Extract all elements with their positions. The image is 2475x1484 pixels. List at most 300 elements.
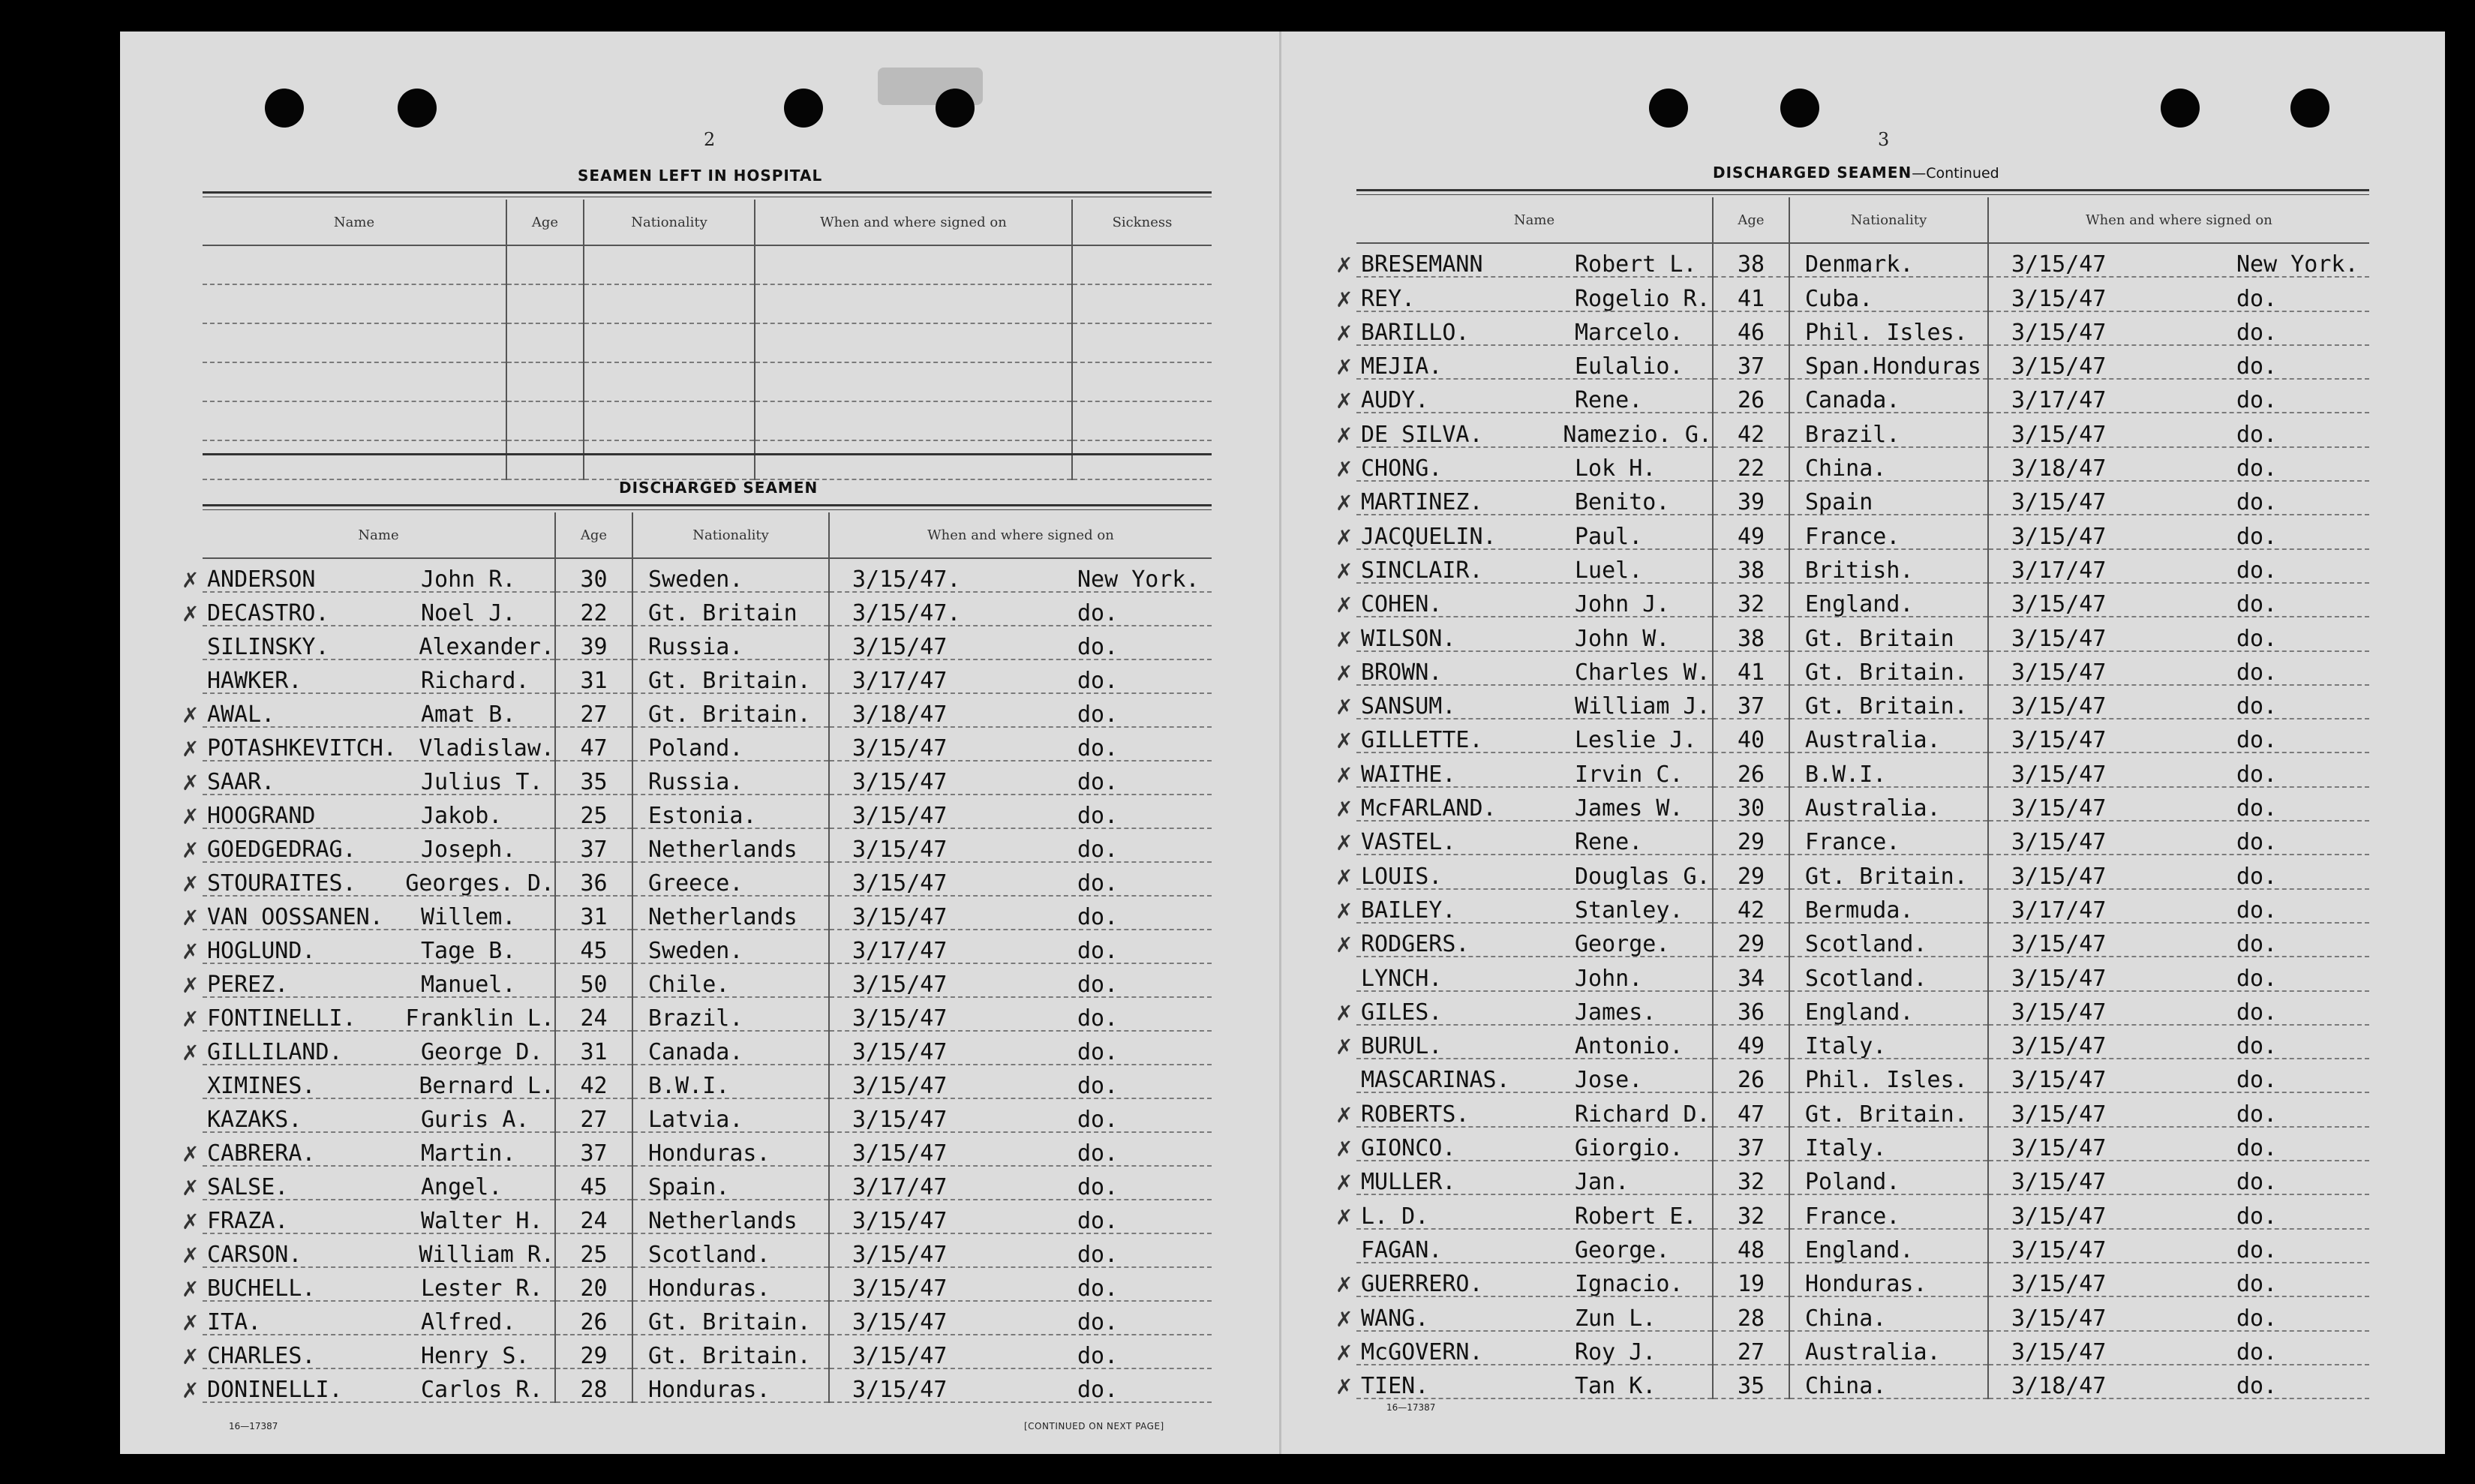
age-cell: 45 [555,930,632,963]
given-name: Antonio. [1575,1033,1684,1060]
column-header: Nationality [632,512,829,558]
check-mark: ✗ [182,906,200,930]
name-cell [182,1368,555,1403]
name-cell [1356,957,1713,990]
name-wrap [182,1140,554,1167]
given-name: Guris A. [421,1107,530,1133]
signed-place: do. [2236,1271,2278,1298]
nationality-cell: British. [1789,549,1988,583]
name-wrap [182,1039,554,1065]
signed-date: 3/15/47 [2011,931,2107,958]
given-name: Robert E. [1575,1203,1697,1230]
signed-date: 3/15/47 [2011,523,2107,550]
surname: AUDY. [1361,387,1429,414]
signed-date: 3/15/47 [2011,1067,2107,1094]
name-cell [182,963,555,998]
surname: SALSE. [207,1174,289,1200]
surname: POTASHKEVITCH. [207,735,397,762]
given-name: Eulalio. [1575,353,1684,380]
signed-on-cell [829,693,1212,727]
table-row [1356,481,2369,515]
given-name: John W. [1575,625,1670,652]
signed-place: do. [1077,1275,1119,1302]
check-mark: ✗ [1335,864,1353,890]
signed-place: do. [1077,870,1119,897]
signed-on-cell [829,896,1212,930]
surname: VASTEL. [1361,829,1456,856]
signed-date: 3/15/47 [852,1309,948,1335]
name-wrap [182,1377,554,1403]
name-cell [1335,821,1713,856]
table-row [1356,1194,2369,1228]
signed-on-cell [829,1301,1212,1335]
age-cell: 30 [1713,787,1789,821]
name-cell [203,659,555,693]
name-cell [182,1233,555,1268]
table-row [1356,1161,2369,1194]
name-cell [182,1267,555,1302]
given-name: Manuel. [421,972,516,998]
empty-row [203,440,1212,479]
given-name: Zun L. [1575,1305,1657,1332]
signed-date: 3/15/47 [852,735,948,762]
table-row [203,558,1212,592]
nationality-cell: Italy. [1789,1025,1988,1059]
signed-on-cell [1988,345,2369,379]
given-name: Tage B. [421,938,516,964]
table-row [1356,617,2369,650]
name-cell [1335,1331,1713,1365]
table-row [203,1166,1212,1200]
signed-on-cell [829,963,1212,997]
given-name: John J. [1575,591,1670,618]
name-cell [182,1132,555,1167]
nationality-cell: Italy. [1789,1127,1988,1161]
check-mark: ✗ [182,1277,200,1302]
surname: SILINSKY. [207,634,329,660]
given-name: Roy J. [1575,1338,1657,1365]
name-wrap [182,1208,554,1234]
signed-on-cell [1988,243,2369,277]
signed-place: do. [2236,863,2278,890]
check-mark: ✗ [1335,626,1353,652]
discharged-continued-title [1713,164,1999,182]
name-cell [1335,753,1713,788]
nationality-cell: Brazil. [1789,413,1988,446]
check-mark: ✗ [182,1142,200,1167]
signed-date: 3/15/47 [852,1107,948,1133]
check-mark: ✗ [1335,1000,1353,1026]
surname: ANDERSON [207,566,316,593]
name-wrap [1335,795,1712,822]
signed-date: 3/15/47 [852,904,948,930]
name-wrap [182,1242,554,1268]
table-row [1356,1296,2369,1330]
signed-place: do. [2236,693,2278,720]
name-wrap [1335,863,1712,890]
name-wrap [1335,693,1712,720]
table-row [1356,413,2369,446]
empty-cell [1072,401,1212,440]
table-row [1356,1331,2369,1365]
empty-cell [203,323,506,362]
age-cell: 29 [1713,923,1789,957]
signed-on-cell [1988,957,2369,990]
empty-cell [1072,362,1212,401]
signed-on-cell [829,1166,1212,1200]
signed-on-cell [1988,719,2369,753]
column-header: When and where signed on [1988,197,2369,243]
signed-date: 3/15/47 [2011,965,2107,992]
age-cell: 25 [555,795,632,828]
signed-date: 3/15/47 [2011,1236,2107,1263]
table-row [1356,991,2369,1025]
name-wrap [182,972,554,998]
nationality-cell: Canada. [632,1031,829,1065]
age-cell: 29 [555,1335,632,1368]
name-wrap [1335,999,1712,1026]
signed-date: 3/15/47 [2011,319,2107,346]
signed-date: 3/15/47. [852,600,961,626]
signed-date: 3/15/47 [2011,591,2107,618]
check-mark: ✗ [1335,1102,1353,1128]
table-row [203,761,1212,795]
empty-cell [1072,245,1212,284]
nationality-cell: Australia. [1789,787,1988,821]
given-name: John R. [421,566,516,593]
signed-on-cell [829,1233,1212,1267]
signed-place: do. [1077,1174,1119,1200]
signed-place: do. [1077,1208,1119,1234]
name-cell [182,862,555,897]
surname: ROBERTS. [1361,1101,1470,1128]
signed-place: do. [1077,634,1119,660]
table-row [203,626,1212,659]
signed-date: 3/15/47 [2011,795,2107,822]
nationality-cell: France. [1789,1194,1988,1228]
check-mark: ✗ [1335,355,1353,380]
nationality-cell: Gt. Britain [632,592,829,626]
surname: SANSUM. [1361,693,1456,720]
nationality-cell: Netherlands [632,828,829,862]
signed-date: 3/15/47 [2011,1338,2107,1365]
table-row [203,963,1212,997]
signed-date: 3/15/47 [2011,489,2107,516]
nationality-cell: Gt. Britain [1789,617,1988,650]
given-name: Jose. [1575,1067,1643,1094]
nationality-cell: Australia. [1789,719,1988,753]
given-name: Marcelo. [1575,319,1684,346]
surname: PEREZ. [207,972,289,998]
name-cell [1335,345,1713,380]
given-name: Luel. [1575,557,1643,584]
given-name: Tan K. [1575,1373,1657,1400]
age-cell: 20 [555,1267,632,1301]
check-mark: ✗ [1335,287,1353,312]
nationality-cell: Span.Honduras [1789,345,1988,379]
table-row [1356,1365,2369,1398]
age-cell: 36 [1713,991,1789,1025]
signed-on-cell [829,997,1212,1031]
given-name: James. [1575,999,1657,1026]
signed-date: 3/15/47 [852,1140,948,1167]
name-wrap [1335,523,1712,550]
given-name: Rene. [1575,387,1643,414]
given-name: James W. [1575,795,1684,822]
name-cell [1335,515,1713,550]
signed-place: do. [2236,421,2278,448]
discharged-top-rule-thin [203,509,1212,510]
given-name: Noel J. [421,600,516,626]
name-cell [182,592,555,626]
age-cell: 48 [1713,1229,1789,1263]
surname: SINCLAIR. [1361,557,1483,584]
name-wrap [1335,727,1712,754]
age-cell: 38 [1713,617,1789,650]
signed-place: do. [1077,904,1119,930]
name-cell [182,1031,555,1065]
signed-on-cell [829,1200,1212,1233]
signed-on-cell [1988,889,2369,923]
signed-date: 3/15/47 [2011,1101,2107,1128]
hospital-table [203,200,1212,480]
surname: BURUL. [1361,1033,1443,1060]
empty-cell [203,362,506,401]
name-wrap [1335,1169,1712,1196]
age-cell: 35 [1713,1365,1789,1398]
age-cell: 24 [555,1200,632,1233]
given-name: George. [1575,931,1670,958]
signed-place: do. [1077,1242,1119,1268]
signed-place: do. [2236,1305,2278,1332]
name-cell [1335,617,1713,652]
table-row [203,1031,1212,1065]
check-mark: ✗ [1335,797,1353,822]
surname: WILSON. [1361,625,1456,652]
table-row [203,693,1212,727]
table-row [203,1368,1212,1402]
signed-date: 3/15/47 [2011,829,2107,856]
age-cell: 27 [555,1098,632,1132]
given-name: Robert L. [1575,251,1697,278]
name-cell [203,1065,555,1098]
table-row [1356,447,2369,481]
age-cell: 37 [1713,1127,1789,1161]
empty-row [203,284,1212,323]
given-name: Henry S. [421,1343,530,1369]
empty-cell [584,401,755,440]
table-row [1356,821,2369,855]
name-wrap [1335,931,1712,958]
nationality-cell: Chile. [632,963,829,997]
check-mark: ✗ [1335,1035,1353,1060]
empty-row [203,323,1212,362]
surname: STOURAITES. [207,870,356,897]
table-row [203,592,1212,626]
age-cell: 47 [555,727,632,761]
name-wrap [182,803,554,829]
name-wrap [203,670,554,692]
signed-place: do. [1077,1343,1119,1369]
age-cell: 45 [555,1166,632,1200]
signed-date: 3/15/47 [852,1242,948,1268]
nationality-cell: Gt. Britain. [632,1301,829,1335]
signed-date: 3/15/47 [2011,761,2107,788]
signed-date: 3/18/47 [2011,1373,2107,1400]
age-cell: 26 [1713,1059,1789,1092]
empty-row [203,401,1212,440]
nationality-cell: Russia. [632,761,829,795]
signed-on-cell [829,1267,1212,1301]
surname: WANG. [1361,1305,1429,1332]
surname: CHARLES. [207,1343,316,1369]
signed-place: do. [1077,1073,1119,1099]
nationality-cell: Spain. [632,1166,829,1200]
nationality-cell: Greece. [632,862,829,896]
empty-cell [755,440,1072,479]
name-cell [203,1098,555,1132]
name-cell [182,930,555,964]
hospital-bottom-rule [203,453,1212,455]
empty-cell [203,245,506,284]
signed-date: 3/15/47 [852,634,948,660]
age-cell: 22 [1713,447,1789,481]
column-header: Age [555,512,632,558]
check-mark: ✗ [1335,491,1353,516]
check-mark: ✗ [182,1041,200,1065]
surname: JACQUELIN. [1361,523,1497,550]
nationality-cell: Brazil. [632,997,829,1031]
empty-row [203,245,1212,284]
given-name: William J. [1575,693,1711,720]
signed-date: 3/15/47 [852,1275,948,1302]
signed-place: do. [2236,965,2278,992]
signed-date: 3/15/47 [2011,1305,2107,1332]
hospital-title: SEAMEN LEFT IN HOSPITAL [578,167,823,185]
table-row [1356,685,2369,719]
signed-place: do. [2236,319,2278,346]
name-cell [1335,1092,1713,1128]
surname: BUCHELL. [207,1275,316,1302]
column-header: Age [1713,197,1789,243]
age-cell: 27 [555,693,632,727]
table-row [1356,651,2369,685]
nationality-cell: Netherlands [632,1200,829,1233]
signed-place: do. [1077,701,1119,728]
age-cell: 47 [1713,1092,1789,1126]
nationality-cell: Latvia. [632,1098,829,1132]
empty-cell [506,245,584,284]
nationality-cell: China. [1789,447,1988,481]
name-cell [203,626,555,659]
signed-place: do. [2236,1203,2278,1230]
form-number: 16—17387 [1386,1402,1436,1413]
name-cell [1335,991,1713,1026]
signed-date: 3/18/47 [852,701,948,728]
signed-on-cell [1988,923,2369,957]
surname: GILES. [1361,999,1443,1026]
check-mark: ✗ [1335,1306,1353,1332]
given-name: Paul. [1575,523,1643,550]
empty-cell [203,440,506,479]
age-cell: 29 [1713,821,1789,855]
nationality-cell: Honduras. [1789,1263,1988,1296]
signed-on-cell [829,727,1212,761]
empty-cell [506,362,584,401]
age-cell: 24 [555,997,632,1031]
signed-place: do. [2236,1236,2278,1263]
signed-place: do. [2236,1033,2278,1060]
name-cell [182,558,555,593]
signed-date: 3/15/47 [2011,353,2107,380]
age-cell: 32 [1713,1194,1789,1228]
signed-on-cell [1988,1194,2369,1228]
surname: XIMINES. [207,1073,316,1099]
discharged-top-rule [203,504,1212,506]
column-header: Name [203,512,555,558]
signed-date: 3/15/47 [852,972,948,998]
signed-place: do. [2236,557,2278,584]
table-row [1356,379,2369,413]
empty-cell [755,284,1072,323]
table-row [1356,583,2369,617]
age-cell: 22 [555,592,632,626]
age-cell: 42 [555,1065,632,1098]
name-wrap [182,735,554,762]
punch-hole [784,89,823,128]
age-cell: 26 [1713,379,1789,413]
name-wrap [1335,1271,1712,1298]
signed-on-cell [829,761,1212,795]
signed-on-cell [829,1132,1212,1166]
age-cell: 35 [555,761,632,795]
signed-on-cell [1988,991,2369,1025]
signed-date: 3/15/47 [2011,693,2107,720]
signed-place: do. [2236,1135,2278,1162]
surname: REY. [1361,285,1416,312]
surname: RODGERS. [1361,931,1470,958]
signed-on-cell [1988,1025,2369,1059]
name-cell [182,795,555,829]
signed-on-cell [829,1065,1212,1098]
age-cell: 41 [1713,651,1789,685]
nationality-cell: Phil. Isles. [1789,311,1988,345]
signed-place: do. [2236,761,2278,788]
signed-on-cell [829,592,1212,626]
nationality-cell: Gt. Britain. [1789,685,1988,719]
table-row [1356,1229,2369,1263]
surname: McGOVERN. [1361,1338,1483,1365]
name-wrap [182,904,554,930]
check-mark: ✗ [1335,253,1353,278]
nationality-cell: Netherlands [632,896,829,930]
signed-on-cell [829,828,1212,862]
name-cell [1335,1194,1713,1230]
empty-cell [1072,440,1212,479]
signed-date: 3/15/47 [852,1005,948,1032]
signed-on-cell [829,1335,1212,1368]
empty-cell [584,440,755,479]
form-number: 16—17387 [229,1421,278,1431]
signed-on-cell [1988,1127,2369,1161]
surname: GIONCO. [1361,1135,1456,1162]
empty-cell [755,323,1072,362]
signed-on-cell [1988,1059,2369,1092]
signed-place: do. [2236,489,2278,516]
age-cell: 42 [1713,889,1789,923]
signed-on-cell [1988,685,2369,719]
empty-cell [584,284,755,323]
